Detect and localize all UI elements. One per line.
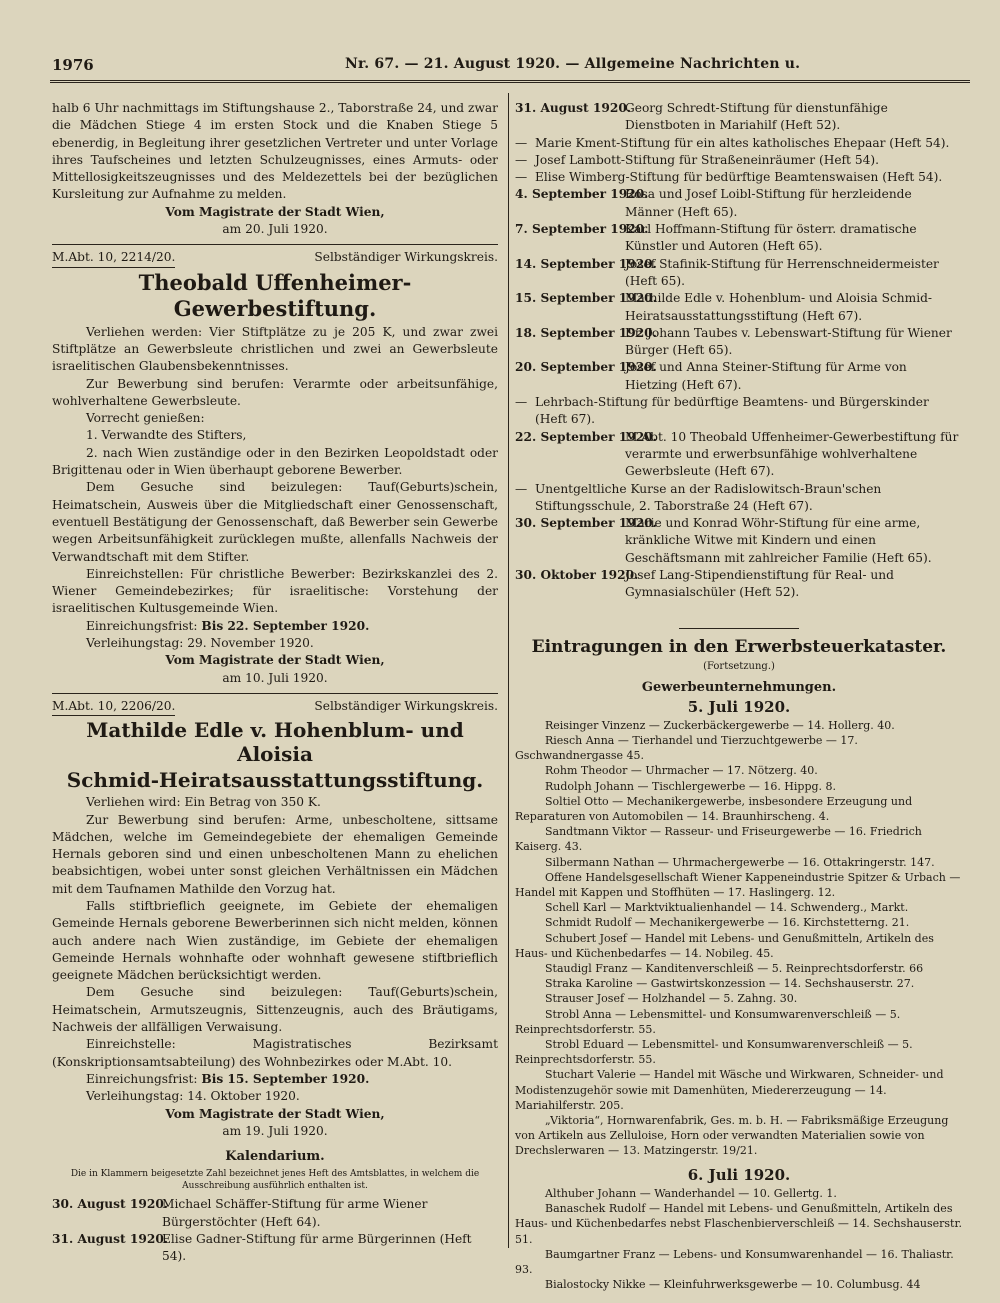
s1-tag: Verleihungstag: 29. November 1920. — [86, 636, 314, 651]
header-rule — [50, 80, 970, 83]
calendar-text: Josef Lambott-Stiftung für Straßeneinräumer (Heft 54). — [535, 152, 879, 167]
calendar-text: Josef Stafinik-Stiftung für Herrenschneidermeister (Heft 65). — [625, 256, 939, 288]
calendar-date: — — [515, 152, 528, 167]
register-entry: „Viktoria“, Hornwarenfabrik, Ges. m. b. H. — Fabriksmäßige Erzeugung von Artikeln aus Zelluloise, Horn oder verwandten Materialien sowie von Drechslerwaren — 13. Matzingerstr. 19/21. — [515, 1114, 949, 1158]
calendar-text: Marie Kment-Stiftung für ein altes katholisches Ehepaar (Heft 54). — [535, 135, 950, 150]
s1-frist-date: Bis 22. September 1920. — [201, 618, 370, 633]
register-entry: Rohm Theodor — Uhrmacher — 17. Nötzerg. 40. — [545, 764, 818, 778]
calendar-date: 31. August 1920. — [52, 1232, 169, 1247]
left-column — [52, 100, 498, 1266]
calendar-date: 22. September 1920. — [515, 429, 657, 444]
calendar-date: 30. Oktober 1920. — [515, 568, 639, 583]
section1-title: Theobald Uffenheimer-Gewerbestiftung. — [138, 269, 412, 321]
section2-title-line1: Mathilde Edle v. Hohenblum- und Aloisia — [86, 718, 464, 767]
calendar-text: Elise Gadner-Stiftung für arme Bürgerinnen (Heft 54). — [162, 1232, 472, 1264]
calendar-entry — [515, 359, 963, 394]
s2-tag: Verleihungstag: 14. Oktober 1920. — [86, 1089, 300, 1104]
s2-para: Einreichstelle: Magistratisches Bezirksamt (Konskriptionsamtsabteilung) des Wohnbezirkes oder M.Abt. 10. — [52, 1037, 498, 1069]
right-column — [515, 100, 963, 1292]
calendar-text: Michael Schäffer-Stiftung für arme Wiener Bürgerstöchter (Heft 64). — [162, 1197, 428, 1229]
calendar-date: — — [515, 395, 528, 410]
calendar-text: Unentgeltliche Kurse an der Radislowitsch-Braun'schen Stiftungsschule, 2. Taborstraße 24 (Heft 67). — [535, 481, 882, 513]
calendar-date: 4. September 1920. — [515, 187, 649, 202]
continuation-note: (Fortsetzung.) — [703, 660, 775, 672]
s1-signature: Vom Magistrate der Stadt Wien, — [165, 653, 385, 668]
register-entry: Strobl Eduard — Lebensmittel- und Konsumwarenverschleiß — 5. Reinprechtsdorferstr. 55. — [515, 1038, 913, 1067]
section2-header — [52, 693, 498, 716]
s2-para: Verliehen wird: Ein Betrag von 350 K. — [86, 795, 321, 810]
s1-frist — [52, 618, 498, 635]
s1-para: 2. nach Wien zuständige oder in den Bezirken Leopoldstadt oder Brigittenau oder in Wien überhaupt geborene Bewerber. — [52, 445, 498, 478]
calendar-list — [515, 100, 963, 602]
intro-date: am 20. Juli 1920. — [222, 222, 328, 237]
erwerbsteuer-title: Eintragungen in den Erwerbsteuerkataster. — [531, 636, 947, 657]
kalendarium-title: Kalendarium. — [225, 1149, 325, 1165]
page-number: 1976 — [52, 56, 94, 74]
s1-frist-label: Einreichungsfrist: — [86, 618, 198, 633]
s1-para: Einreichstellen: Für christliche Bewerber: Bezirkskanzlei des 2. Wiener Gemeindebezirkes; für israelitische: Vorstehung der israelitischen Kultusgemeinde Wien. — [52, 566, 498, 616]
calendar-text: Marie und Konrad Wöhr-Stiftung für eine arme, kränkliche Witwe mit Kindern und einen Geschäftsmann mit zahlreicher Familie (Heft 65). — [625, 516, 932, 565]
calendar-entry — [515, 290, 963, 325]
register-entry: Stuchart Valerie — Handel mit Wäsche und Wirkwaren, Schneider- und Modistenzugehör sowie mit Damenhüten, Miedererzeugung — 14. Mariahilferstr. 205. — [515, 1068, 944, 1112]
calendar-text: Georg Schredt-Stiftung für dienstunfähige Dienstboten in Mariahilf (Heft 52). — [625, 101, 888, 133]
register-entry: Staudigl Franz — Kanditenverschleiß — 5. Reinprechtsdorferstr. 66 — [545, 962, 924, 976]
calendar-text: Dr. Johann Taubes v. Lebenswart-Stiftung für Wiener Bürger (Heft 65). — [625, 325, 952, 358]
register-entry: Schell Karl — Marktviktualienhandel — 14. Schwenderg., Markt. — [545, 901, 909, 915]
intro-paragraph: halb 6 Uhr nachmittags im Stiftungshause 2., Taborstraße 24, und zwar die Mädchen Stiege 4 im ersten Stock und die Knaben Stiege 5 ebenerdig, in Begleitung ihrer gesetzlichen Vertreter und unter Vorlage ihres Taufscheines und letzten Schulzeugnisses, eines Armuts- oder Mittellosigkeitszeugnisses und des Meldezettels bei der bezüglichen Kursleitung zur Aufnahme zu melden. — [52, 101, 498, 202]
calendar-date: — — [515, 170, 528, 185]
calendar-date: 18. September 1920. — [515, 325, 657, 340]
s2-frist-date: Bis 15. September 1920. — [201, 1071, 370, 1086]
register-entry: Schmidt Rudolf — Mechanikergewerbe — 16. Kirchstetterng. 21. — [545, 916, 910, 930]
calendar-entry — [515, 429, 963, 481]
kalendarium-note: Die in Klammern beigesetzte Zahl bezeichnet jenes Heft des Amtsblattes, in welchem die Ausschreibung ausführlich enthalten ist. — [70, 1169, 480, 1192]
s2-signature: Vom Magistrate der Stadt Wien, — [165, 1106, 385, 1121]
calendar-date: 14. September 1920. — [515, 256, 657, 271]
s1-para: Zur Bewerbung sind berufen: Verarmte oder arbeitsunfähige, wohlverhaltene Gewerbsleute. — [52, 376, 498, 408]
register-entry: Soltiel Otto — Mechanikergewerbe, insbesondere Erzeugung und Reparaturen von Automobilen — 14. Braunhirscheng. 4. — [515, 794, 913, 824]
section1-ref: M.Abt. 10, 2214/20. — [52, 249, 175, 267]
s1-para: Vorrecht genießen: — [86, 411, 205, 426]
calendar-date: 20. September 1920. — [515, 360, 657, 375]
calendar-text: Mathilde Edle v. Hohenblum- und Aloisia Schmid-Heiratsausstattungsstiftung (Heft 67). — [625, 291, 933, 323]
calendar-date: — — [515, 481, 528, 496]
register-entry: Rudolph Johann — Tischlergewerbe — 16. Hippg. 8. — [545, 779, 837, 793]
register-entry: Strobl Anna — Lebensmittel- und Konsumwarenverschleiß — 5. Reinprechtsdorferstr. 55. — [515, 1007, 901, 1036]
calendar-entry — [515, 325, 963, 360]
calendar-entry — [52, 1231, 498, 1266]
calendar-date: 30. August 1920. — [52, 1197, 169, 1212]
s1-para: Verliehen werden: Vier Stiftplätze zu je 205 K, und zwar zwei Stiftplätze an Gewerbsleute christlichen und zwei an Gewerbsleute israelitischen Glaubensbekenntnisses. — [52, 324, 498, 374]
s2-para: Dem Gesuche sind beizulegen: Tauf(Geburts)schein, Heimatschein, Armutszeugnis, Sittenzeugnis, auch des Bräutigams, Nachweis der allfälligen Verwaisung. — [52, 985, 498, 1035]
calendar-date: — — [515, 135, 528, 150]
register-entry: Straka Karoline — Gastwirtskonzession — 14. Sechshauserstr. 27. — [545, 977, 915, 991]
register-entry: Riesch Anna — Tierhandel und Tierzuchtgewerbe — 17. Gschwandnergasse 45. — [515, 734, 858, 763]
calendar-text: Karl Hoffmann-Stiftung für österr. dramatische Künstler und Autoren (Heft 65). — [625, 222, 917, 254]
date-heading-1: 5. Juli 1920. — [687, 697, 791, 716]
register-entries-2 — [515, 1186, 963, 1292]
s2-para: Falls stiftbrieflich geeignete, im Gebiete der ehemaligen Gemeinde Hernals geborene Bewerberinnen sich nicht melden, können auch andere nach Wien zuständige, im Gebiete der ehemaligen Gemeinde Hernals wohnhafte oder wohnhaft gewesene stiftbrieflich geeignete Mädchen berücksichtigt werden. — [52, 898, 498, 983]
register-entry: Bialostocky Nikke — Kleinfuhrwerksgewerbe — 10. Columbusg. 44 — [545, 1278, 921, 1292]
calendar-entry — [515, 221, 963, 256]
intro-signature: Vom Magistrate der Stadt Wien, — [165, 204, 385, 219]
section1-kind: Selbständiger Wirkungskreis. — [314, 250, 498, 265]
calendar-text: Lehrbach-Stiftung für bedürftige Beamtens- und Bürgerskinder (Heft 67). — [535, 395, 929, 427]
register-entries-1 — [515, 718, 963, 1159]
calendar-entry — [515, 481, 963, 516]
s1-para: Dem Gesuche sind beizulegen: Tauf(Geburts)schein, Heimatschein, Ausweis über die Mitgliedschaft einer Genossenschaft, eventuell Bestätigung der Genossenschaft, daß Bewerber sein Gewerbe wegen Arbeitsunfähigkeit zurücklegen mußte, allenfalls Nachweis der Verwandtschaft mit dem Stifter. — [52, 480, 498, 564]
register-entry: Sandtmann Viktor — Rasseur- und Friseurgewerbe — 16. Friedrich Kaiserg. 43. — [515, 825, 922, 854]
calendar-text: Rosa und Josef Loibl-Stiftung für herzleidende Männer (Heft 65). — [625, 187, 912, 219]
calendar-text: Josef Lang-Stipendienstiftung für Real- und Gymnasialschüler (Heft 52). — [625, 568, 894, 600]
register-entry: Strauser Josef — Holzhandel — 5. Zahng. 30. — [545, 992, 798, 1006]
calendar-entry — [515, 567, 963, 602]
page-header: Nr. 67. — 21. August 1920. — Allgemeine Nachrichten u. — [345, 56, 801, 72]
s1-date: am 10. Juli 1920. — [222, 670, 328, 685]
calendar-entry — [515, 100, 963, 135]
section1-header — [52, 244, 498, 267]
calendar-entry — [515, 169, 963, 186]
register-entry: Reisinger Vinzenz — Zuckerbäckergewerbe — 14. Hollerg. 40. — [545, 718, 895, 732]
calendar-entry — [515, 394, 963, 429]
calendar-text: Josef und Anna Steiner-Stiftung für Arme von Hietzing (Heft 67). — [625, 360, 907, 392]
column-divider — [508, 93, 509, 1248]
s2-frist — [52, 1071, 498, 1088]
date-heading-2: 6. Juli 1920. — [687, 1165, 791, 1184]
s2-date: am 19. Juli 1920. — [222, 1123, 328, 1138]
s2-para: Zur Bewerbung sind berufen: Arme, unbescholtene, sittsame Mädchen, welche im Gemeindegebiete der ehemaligen Gemeinde Hernals geboren sind und einen unbescholtenen Mann zu ehelichen beabsichtigen, wobei unter sonst gleichen Verhältnissen ein Mädchen mit dem Taufnamen Mathilde den Vorzug hat. — [52, 812, 498, 896]
calendar-entry — [515, 186, 963, 221]
gewerbe-heading: Gewerbeunternehmungen. — [641, 680, 837, 696]
calendar-date: 15. September 1920. — [515, 291, 657, 306]
calendar-text: M.Abt. 10 Theobald Uffenheimer-Gewerbestiftung für verarmte und erwerbsunfähige wohlverhaltene Gewerbsleute (Heft 67). — [625, 429, 959, 479]
section2-ref: M.Abt. 10, 2206/20. — [52, 698, 175, 716]
calendar-text: Elise Wimberg-Stiftung für bedürftige Beamtenswaisen (Heft 54). — [535, 170, 943, 185]
calendar-date: 7. September 1920. — [515, 222, 649, 237]
s1-para: 1. Verwandte des Stifters, — [86, 428, 247, 443]
section2-title-line2: Schmid-Heiratsausstattungsstiftung. — [66, 768, 484, 793]
calendar-date: 30. September 1920. — [515, 516, 657, 531]
calendar-entry — [515, 256, 963, 291]
calendar-entry — [515, 152, 963, 169]
register-entry: Schubert Josef — Handel mit Lebens- und Genußmitteln, Artikeln des Haus- und Küchenbedarfes — 14. Nobileg. 45. — [515, 931, 934, 960]
calendar-date: 31. August 1920. — [515, 101, 632, 115]
calendar-entry — [52, 1196, 498, 1231]
register-entry: Banaschek Rudolf — Handel mit Lebens- und Genußmitteln, Artikeln des Haus- und Küchenbedarfes nebst Flaschenbierverschleiß — 14. Sechshauserstr. 51. — [515, 1202, 962, 1246]
register-entry: Silbermann Nathan — Uhrmachergewerbe — 16. Ottakringerstr. 147. — [545, 855, 935, 869]
register-entry: Offene Handelsgesellschaft Wiener Kappeneindustrie Spitzer & Urbach — Handel mit Kappen und Stoffhüten — 17. Haslingerg. 12. — [515, 870, 961, 900]
separator-rule — [679, 628, 799, 629]
calendar-entry — [515, 515, 963, 567]
register-entry: Althuber Johann — Wanderhandel — 10. Gellertg. 1. — [545, 1186, 837, 1200]
s2-frist-label: Einreichungsfrist: — [86, 1071, 198, 1086]
section2-kind: Selbständiger Wirkungskreis. — [314, 698, 498, 713]
register-entry: Baumgartner Franz — Lebens- und Konsumwarenhandel — 16. Thaliastr. 93. — [515, 1247, 954, 1276]
calendar-entry — [515, 135, 963, 152]
